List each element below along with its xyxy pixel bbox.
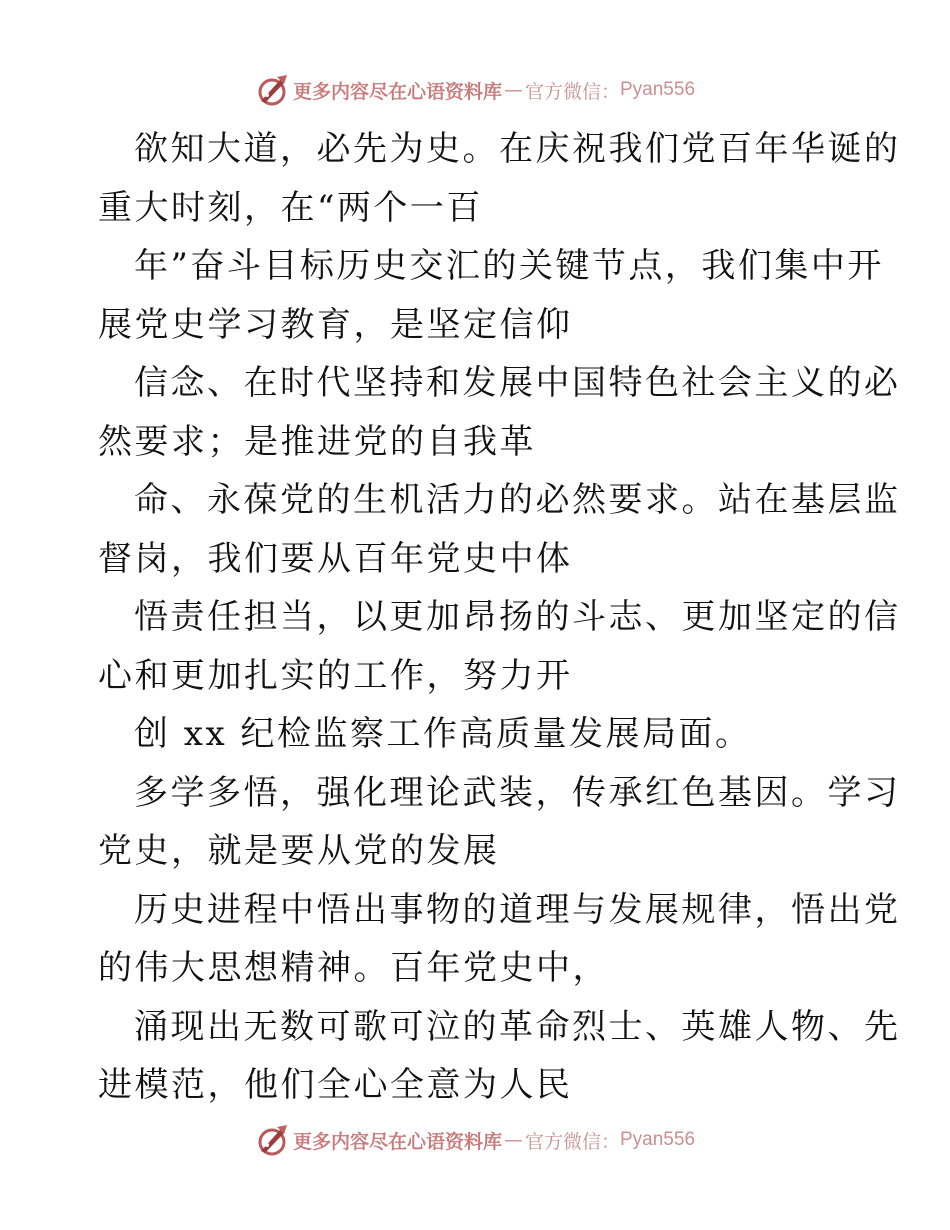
paragraph-line: 然要求；是推进党的自我革 xyxy=(98,421,536,462)
paragraph-line: 信念、在时代坚持和发展中国特色社会主义的必 xyxy=(134,363,901,403)
footer-banner xyxy=(0,1120,950,1160)
paragraph-line: 年”奋斗目标历史交汇的关键节点，我们集中开 xyxy=(134,246,884,286)
header-banner xyxy=(0,70,950,110)
paragraph-line: 悟责任担当，以更加昂扬的斗志、更加坚定的信 xyxy=(134,597,901,637)
paragraph-line: 重大时刻，在“两个一百 xyxy=(98,187,483,228)
wechat-id: Pyan556 xyxy=(620,1129,696,1150)
wechat-id: Pyan556 xyxy=(620,79,696,100)
paragraph-line: 历史进程中悟出事物的道理与发展规律，悟出党 xyxy=(134,889,901,930)
document-body xyxy=(98,120,901,1115)
paragraph-line: 多学多悟，强化理论武装，传承红色基因。学习 xyxy=(134,772,901,813)
paragraph-line: 的伟大思想精神。百年党史中， xyxy=(98,948,609,988)
paragraph-line: 心和更加扎实的工作，努力开 xyxy=(98,655,573,696)
paragraph-line: 党史，就是要从党的发展 xyxy=(98,831,500,871)
promo-text: 更多内容尽在心语资料库 xyxy=(292,1130,502,1153)
paragraph-line: 进模范，他们全心全意为人民 xyxy=(98,1065,573,1105)
quill-pen-logo-icon xyxy=(255,1123,289,1157)
paragraph-line: 命、永葆党的生机活力的必然要求。站在基层监 xyxy=(134,480,901,520)
paragraph-line: 展党史学习教育，是坚定信仰 xyxy=(98,304,573,345)
quill-pen-logo-icon xyxy=(255,73,289,107)
separator: — xyxy=(503,79,523,101)
paragraph-line: 创 xx 纪检监察工作高质量发展局面。 xyxy=(134,714,752,754)
promo-text: 更多内容尽在心语资料库 xyxy=(292,80,502,103)
paragraph-line: 督岗，我们要从百年党史中体 xyxy=(98,538,573,579)
paragraph-line: 欲知大道，必先为史。在庆祝我们党百年华诞的 xyxy=(134,129,901,169)
separator: — xyxy=(503,1129,523,1151)
wechat-label: 官方微信： xyxy=(524,80,620,103)
wechat-label: 官方微信： xyxy=(524,1130,620,1153)
paragraph-line: 涌现出无数可歌可泣的革命烈士、英雄人物、先 xyxy=(134,1006,901,1047)
